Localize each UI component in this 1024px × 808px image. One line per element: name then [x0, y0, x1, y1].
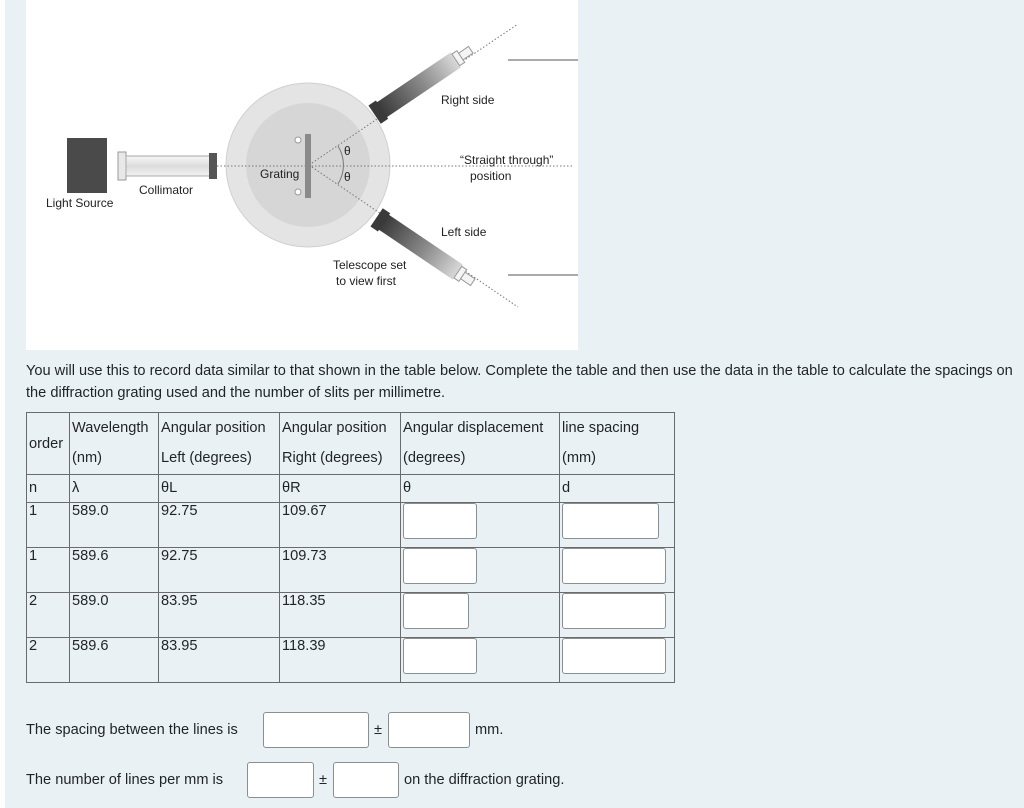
label-collimator: Collimator	[139, 183, 194, 197]
cell-spacing	[560, 638, 675, 683]
cell-left: 92.75	[159, 503, 280, 548]
cell-wavelength: 589.0	[70, 503, 159, 548]
left-strip	[0, 0, 5, 808]
cell-left: 92.75	[159, 548, 280, 593]
header-spacing-line1: line spacing	[562, 420, 640, 436]
spacing-label: The spacing between the lines is	[26, 722, 238, 738]
cell-order: 2	[27, 638, 70, 683]
spacing-uncertainty-input[interactable]	[388, 712, 470, 748]
table-row	[27, 638, 675, 683]
cell-right: 109.67	[280, 503, 401, 548]
collimator-lens	[209, 153, 217, 179]
spacing-plus-minus: ±	[374, 722, 383, 738]
grating-element	[305, 134, 311, 198]
symbol-theta: θ	[401, 475, 560, 503]
symbol-d: d	[560, 475, 675, 503]
header-wavelength-line1: Wavelength	[72, 420, 149, 436]
spacing-unit: mm.	[475, 722, 504, 738]
header-displacement-line1: Angular displacement	[403, 420, 544, 436]
light-source-box	[67, 138, 107, 193]
spacing-input-3[interactable]	[562, 593, 666, 629]
cell-order: 1	[27, 503, 70, 548]
lines-per-mm-uncertainty-input[interactable]	[333, 762, 399, 798]
label-right-side: Right side	[441, 93, 495, 107]
header-left-line2: Left (degrees)	[161, 450, 252, 466]
spacing-input-4[interactable]	[562, 638, 666, 674]
label-straight-through: “Straight through”	[460, 153, 554, 167]
table-header-row	[27, 413, 675, 475]
collimator-tube	[126, 156, 211, 176]
symbol-lambda: λ	[70, 475, 159, 503]
spacing-input-1[interactable]	[562, 503, 659, 539]
telescope-right	[368, 41, 476, 124]
instructions-text: You will use this to record data similar to that shown in the table below. Complete the table and then use the data in the table to calculate the spacings on the diffraction grating used and the number of slits per millimetre.	[26, 363, 1013, 401]
cell-right: 118.35	[280, 593, 401, 638]
table-row	[27, 548, 675, 593]
cell-spacing	[560, 503, 675, 548]
cell-spacing	[560, 548, 675, 593]
header-displacement	[401, 413, 560, 475]
label-telescope-set: Telescope set	[333, 258, 407, 272]
cell-left: 83.95	[159, 593, 280, 638]
table-row	[27, 503, 675, 548]
label-position: position	[470, 169, 512, 183]
spectrometer-diagram	[26, 0, 578, 350]
label-to-view-first: to view first	[336, 274, 397, 288]
grating-clip-top	[295, 137, 301, 143]
cell-right: 109.73	[280, 548, 401, 593]
header-order	[27, 413, 70, 475]
spacing-value-input[interactable]	[263, 712, 369, 748]
cell-wavelength: 589.6	[70, 638, 159, 683]
header-displacement-line2: (degrees)	[403, 450, 466, 466]
cell-spacing	[560, 593, 675, 638]
grating-clip-bottom	[295, 189, 301, 195]
cell-wavelength: 589.6	[70, 548, 159, 593]
header-spacing-line2: (mm)	[562, 450, 597, 466]
symbol-theta-r: θR	[280, 475, 401, 503]
displacement-input-2[interactable]	[403, 548, 477, 584]
header-left-line1: Angular position	[161, 420, 266, 436]
label-left-side: Left side	[441, 225, 487, 239]
label-light-source: Light Source	[46, 196, 114, 210]
cell-order: 1	[27, 548, 70, 593]
displacement-input-3[interactable]	[403, 593, 469, 629]
displacement-input-4[interactable]	[403, 638, 477, 674]
cell-displacement	[401, 503, 560, 548]
header-spacing	[560, 413, 675, 475]
label-grating: Grating	[260, 167, 300, 181]
table-row	[27, 593, 675, 638]
cell-right: 118.39	[280, 638, 401, 683]
header-right	[280, 413, 401, 475]
header-wavelength-line2: (nm)	[72, 450, 102, 466]
header-order-text: order	[29, 435, 64, 452]
label-theta-top: θ	[344, 144, 351, 158]
header-right-line1: Angular position	[282, 420, 387, 436]
lines-per-mm-plus-minus: ±	[319, 772, 328, 788]
cell-left: 83.95	[159, 638, 280, 683]
displacement-input-1[interactable]	[403, 503, 477, 539]
cell-displacement	[401, 638, 560, 683]
spacing-input-2[interactable]	[562, 548, 666, 584]
header-wavelength	[70, 413, 159, 475]
label-theta-bottom: θ	[344, 170, 351, 184]
cell-order: 2	[27, 593, 70, 638]
cell-wavelength: 589.0	[70, 593, 159, 638]
collimator-slit	[118, 152, 126, 180]
table-symbol-row	[27, 475, 675, 503]
cell-displacement	[401, 548, 560, 593]
spectrometer-svg	[26, 0, 578, 350]
lines-per-mm-value-input[interactable]	[247, 762, 314, 798]
symbol-theta-l: θL	[159, 475, 280, 503]
cell-displacement	[401, 593, 560, 638]
data-table	[26, 412, 675, 683]
lines-per-mm-suffix: on the diffraction grating.	[404, 772, 565, 788]
header-right-line2: Right (degrees)	[282, 450, 383, 466]
lines-per-mm-label: The number of lines per mm is	[26, 772, 224, 788]
symbol-n: n	[27, 475, 70, 503]
header-left	[159, 413, 280, 475]
